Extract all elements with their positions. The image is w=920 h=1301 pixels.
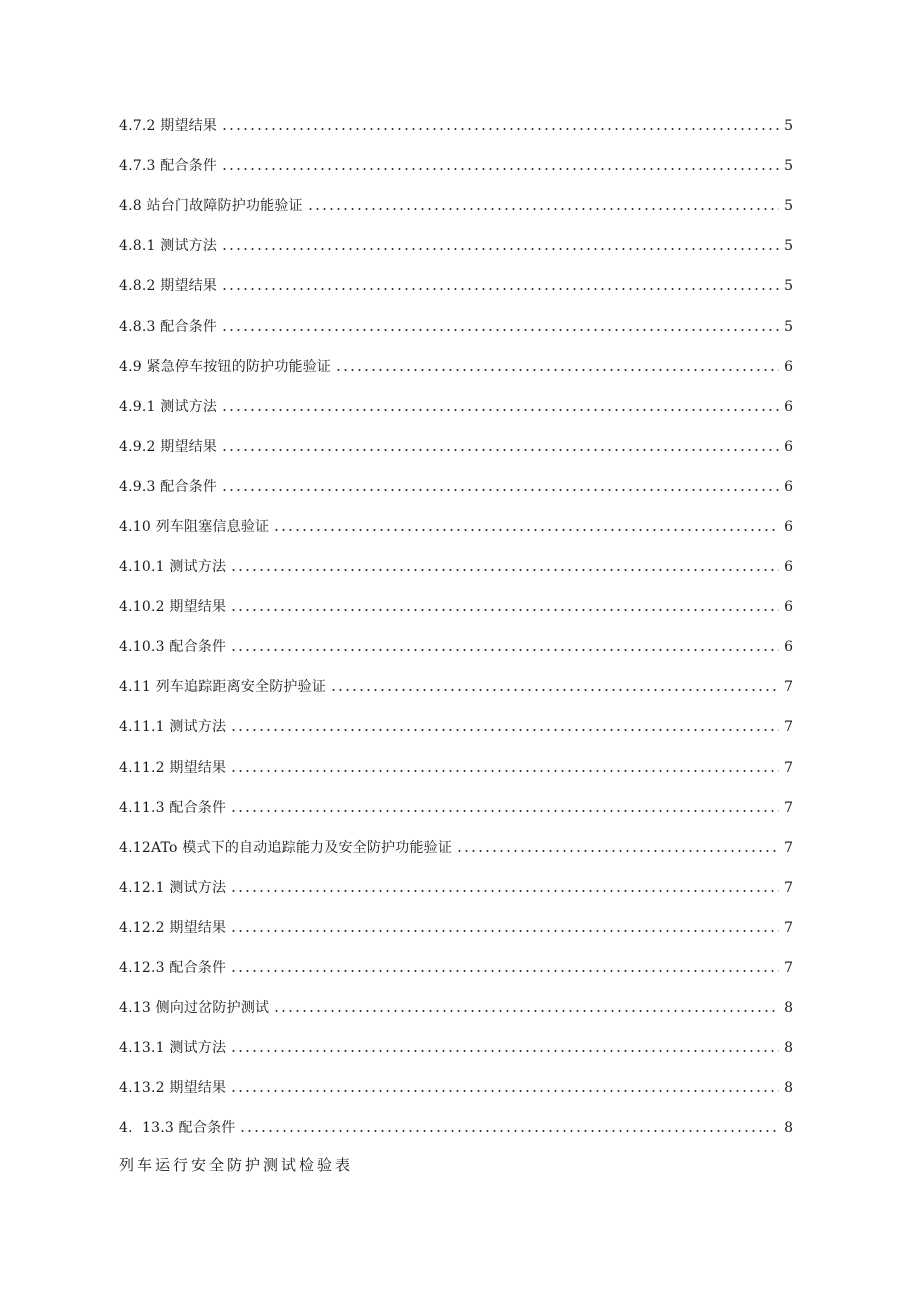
toc-entry-page: 6 — [784, 398, 793, 415]
dot-leader — [230, 609, 779, 611]
toc-entry-label: 4.12ATo 模式下的自动追踪能力及安全防护功能验证 — [119, 839, 453, 856]
toc-entry[interactable] — [119, 788, 793, 828]
toc-entry-page: 6 — [784, 438, 793, 455]
toc-entry-page: 7 — [784, 799, 793, 816]
toc-entry-label: 4.11.2 期望结果 — [119, 759, 227, 776]
dot-leader — [230, 970, 779, 972]
dot-leader — [456, 850, 779, 852]
toc-entry[interactable] — [119, 988, 793, 1028]
toc-entry-label: 4.11.1 测试方法 — [119, 719, 227, 736]
toc-entry-page: 5 — [784, 238, 793, 255]
toc-entry-page: 6 — [784, 559, 793, 576]
toc-entry-label: 4.12.1 测试方法 — [119, 879, 227, 896]
toc-entry[interactable] — [119, 467, 793, 507]
toc-entry-page: 7 — [784, 759, 793, 776]
toc-entry[interactable] — [119, 106, 793, 146]
toc-entry-label: 4.13.1 测试方法 — [119, 1040, 227, 1057]
dot-leader — [221, 449, 779, 451]
toc-entry-label: 4.9.3 配合条件 — [119, 478, 218, 495]
toc-entry-label: 4.8 站台门故障防护功能验证 — [119, 198, 303, 215]
dot-leader — [273, 1010, 779, 1012]
toc-entry-page: 7 — [784, 960, 793, 977]
toc-entry-page: 5 — [784, 278, 793, 295]
dot-leader — [221, 248, 779, 250]
toc-entry-page: 7 — [784, 919, 793, 936]
dot-leader — [230, 569, 779, 571]
toc-entry-page: 6 — [784, 599, 793, 616]
toc-entry-page: 5 — [784, 318, 793, 335]
toc-entry[interactable] — [119, 347, 793, 387]
toc-entry[interactable] — [119, 266, 793, 306]
toc-entry-label: 4.9 紧急停车按钮的防护功能验证 — [119, 358, 332, 375]
toc-entry[interactable] — [119, 627, 793, 667]
toc-entry-page: 8 — [784, 1120, 793, 1137]
toc-entry-page: 7 — [784, 719, 793, 736]
dot-leader — [230, 810, 779, 812]
dot-leader — [273, 529, 779, 531]
toc-entry-label: 4.8.2 期望结果 — [119, 278, 218, 295]
toc-entry[interactable] — [119, 587, 793, 627]
dot-leader — [221, 329, 779, 331]
toc-entry[interactable] — [119, 828, 793, 868]
toc-entry-label: 4.10 列车阻塞信息验证 — [119, 518, 270, 535]
toc-entry-page: 7 — [784, 879, 793, 896]
toc-entry-label: 4.8.3 配合条件 — [119, 318, 218, 335]
toc-entry[interactable] — [119, 226, 793, 266]
toc-entry-label: 4.12.2 期望结果 — [119, 919, 227, 936]
toc-entry[interactable] — [119, 667, 793, 707]
toc-entry[interactable] — [119, 948, 793, 988]
dot-leader — [230, 1050, 779, 1052]
dot-leader — [221, 489, 779, 491]
toc-entry-label: 4.10.2 期望结果 — [119, 599, 227, 616]
toc-entry-page: 6 — [784, 518, 793, 535]
toc-entry-page: 7 — [784, 839, 793, 856]
toc-entry-label: 4.10.1 测试方法 — [119, 559, 227, 576]
dot-leader — [330, 689, 779, 691]
toc-entry-label: 4.9.1 测试方法 — [119, 398, 218, 415]
dot-leader — [221, 128, 779, 130]
toc-entry-page: 8 — [784, 1040, 793, 1057]
toc-entry-label: 4.13.2 期望结果 — [119, 1080, 227, 1097]
toc-entry[interactable] — [119, 1108, 793, 1148]
dot-leader — [221, 288, 779, 290]
toc-entry-page: 5 — [784, 158, 793, 175]
toc-entry-label: 4.9.2 期望结果 — [119, 438, 218, 455]
toc-entry[interactable] — [119, 186, 793, 226]
toc-entry-label: 4.11.3 配合条件 — [119, 799, 227, 816]
toc-entry[interactable] — [119, 387, 793, 427]
table-of-contents — [119, 106, 793, 1148]
toc-entry-label: 4.8.1 测试方法 — [119, 238, 218, 255]
dot-leader — [230, 649, 779, 651]
dot-leader — [239, 1130, 779, 1132]
toc-entry[interactable] — [119, 1068, 793, 1108]
toc-entry-page: 5 — [784, 198, 793, 215]
toc-entry-page: 6 — [784, 478, 793, 495]
toc-entry[interactable] — [119, 306, 793, 346]
dot-leader — [230, 890, 779, 892]
toc-entry[interactable] — [119, 547, 793, 587]
toc-entry-label: 4.7.2 期望结果 — [119, 118, 218, 135]
toc-entry-page: 8 — [784, 1080, 793, 1097]
toc-entry-label: 4.12.3 配合条件 — [119, 960, 227, 977]
document-title: 列车运行安全防护测试检验表 — [119, 1156, 354, 1174]
toc-entry[interactable] — [119, 1028, 793, 1068]
toc-entry[interactable] — [119, 707, 793, 747]
dot-leader — [230, 1090, 779, 1092]
dot-leader — [230, 770, 779, 772]
toc-entry-label: 4.7.3 配合条件 — [119, 158, 218, 175]
dot-leader — [307, 208, 779, 210]
toc-entry[interactable] — [119, 868, 793, 908]
toc-entry-page: 6 — [784, 639, 793, 656]
dot-leader — [221, 409, 779, 411]
dot-leader — [335, 369, 779, 371]
toc-entry-page: 7 — [784, 679, 793, 696]
toc-entry-page: 5 — [784, 118, 793, 135]
toc-entry[interactable] — [119, 748, 793, 788]
toc-entry[interactable] — [119, 146, 793, 186]
toc-entry-label: 4.11 列车追踪距离安全防护验证 — [119, 679, 327, 696]
dot-leader — [230, 729, 779, 731]
toc-entry-page: 8 — [784, 1000, 793, 1017]
toc-entry-page: 6 — [784, 358, 793, 375]
toc-entry[interactable] — [119, 427, 793, 467]
toc-entry[interactable] — [119, 507, 793, 547]
toc-entry-label: 4. 13.3 配合条件 — [119, 1120, 236, 1137]
toc-entry[interactable] — [119, 908, 793, 948]
toc-entry-label: 4.10.3 配合条件 — [119, 639, 227, 656]
dot-leader — [221, 168, 779, 170]
dot-leader — [230, 930, 779, 932]
toc-entry-label: 4.13 侧向过岔防护测试 — [119, 1000, 270, 1017]
